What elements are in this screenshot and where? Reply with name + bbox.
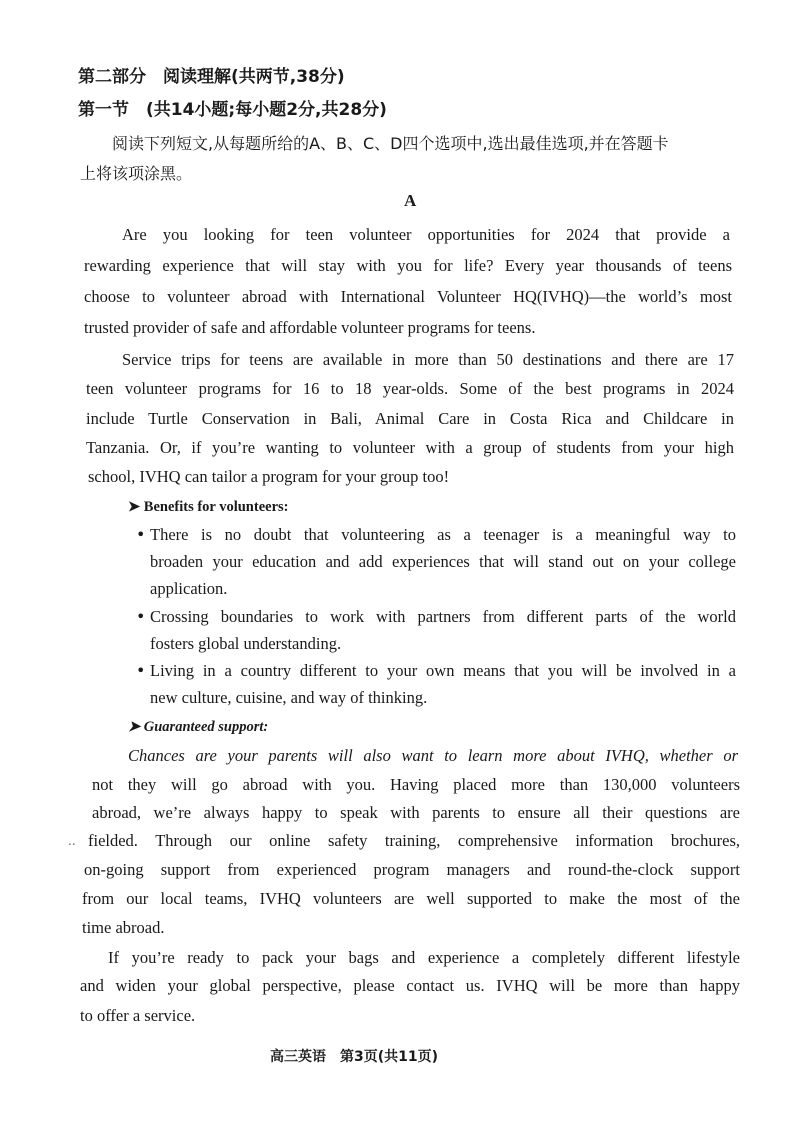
bullet-dot-icon: • <box>136 607 146 626</box>
p2-line-2: teen volunteer programs for 16 to 18 year-olds. Some of the best programs in 2024 <box>86 379 734 398</box>
p1-line-1: Are you looking for teen volunteer opportunities for 2024 that provide a <box>122 225 730 244</box>
p3-line-7: time abroad. <box>82 918 165 937</box>
benefit-2-line-1: Crossing boundaries to work with partners from different parts of the world <box>150 607 736 626</box>
p3-line-1: Chances are your parents will also want to learn more about IVHQ, whether or <box>128 746 738 765</box>
scan-mark: .. <box>68 834 76 848</box>
part-heading: 第二部分 阅读理解(共两节,38分) <box>78 67 345 87</box>
benefit-1-line-1: There is no doubt that volunteering as a teenager is a meaningful way to <box>150 525 736 544</box>
p1-line-2: rewarding experience that will stay with you for life? Every year thousands of teens <box>84 256 732 275</box>
p1-line-4: trusted provider of safe and affordable volunteer programs for teens. <box>84 318 536 337</box>
p4-line-2: and widen your global perspective, please contact us. IVHQ will be more than happy <box>80 976 740 995</box>
support-heading: ➤ Guaranteed support: <box>128 719 269 735</box>
benefit-2-line-2: fosters global understanding. <box>150 634 342 653</box>
benefit-3-line-1: Living in a country different to your own means that you will be involved in a <box>150 661 736 680</box>
subsection-heading: 第一节 (共14小题;每小题2分,共28分) <box>78 100 387 120</box>
p4-line-1: If you’re ready to pack your bags and experience a completely different lifestyle <box>108 948 740 967</box>
p3-line-6: from our local teams, IVHQ volunteers are well supported to make the most of the <box>82 889 740 908</box>
p2-line-1: Service trips for teens are available in more than 50 destinations and there are 17 <box>122 350 734 369</box>
p3-line-4: fielded. Through our online safety training, comprehensive information brochures, <box>88 831 740 850</box>
p4-line-3: to offer a service. <box>80 1006 196 1025</box>
benefits-heading: ➤ Benefits for volunteers: <box>128 499 289 515</box>
p2-line-4: Tanzania. Or, if you’re wanting to volunteer with a group of students from your high <box>86 438 734 457</box>
instructions-line-2: 上将该项涂黑。 <box>80 164 193 183</box>
bullet-dot-icon: • <box>136 525 146 544</box>
p2-line-5: school, IVHQ can tailor a program for your group too! <box>88 467 450 486</box>
bullet-dot-icon: • <box>136 661 146 680</box>
p3-line-2: not they will go abroad with you. Having placed more than 130,000 volunteers <box>92 775 740 794</box>
passage-label: A <box>404 191 417 210</box>
benefit-1-line-2: broaden your education and add experiences that will stand out on your college <box>150 552 736 571</box>
p3-line-3: abroad, we’re always happy to speak with parents to ensure all their questions are <box>92 803 740 822</box>
page-footer: 高三英语 第3页(共11页) <box>270 1049 439 1065</box>
instructions-line-1: 阅读下列短文,从每题所给的A、B、C、D四个选项中,选出最佳选项,并在答题卡 <box>112 134 669 153</box>
benefit-3-line-2: new culture, cuisine, and way of thinking. <box>150 688 428 707</box>
p2-line-3: include Turtle Conservation in Bali, Animal Care in Costa Rica and Childcare in <box>86 409 734 428</box>
benefit-1-line-3: application. <box>150 579 228 598</box>
p1-line-3: choose to volunteer abroad with International Volunteer HQ(IVHQ)—the world’s most <box>84 287 732 306</box>
p3-line-5: on-going support from experienced program managers and round-the-clock support <box>84 860 740 879</box>
